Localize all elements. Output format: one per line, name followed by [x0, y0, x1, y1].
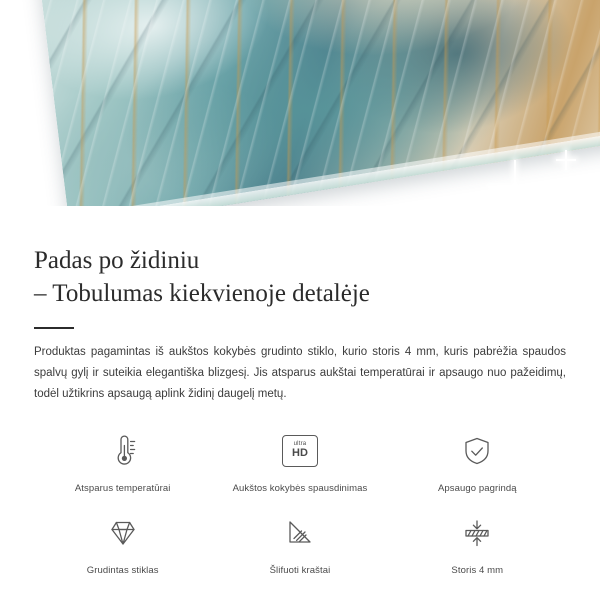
feature-grid: [34, 426, 566, 576]
description-paragraph: Produktas pagamintas iš aukštos kokybės grudinto stiklo, kurio storis 4 mm, kuris pabrėžia spaudos spalvų gylį ir suteikia elegantiška blizgesį. Jis atsparus aukštai temperatūrai ir apsaugo nuo pažeidimų, todėl užtikrins apsaugą aplink židinį daugelį metų.: [34, 345, 566, 401]
hero-image: [0, 0, 600, 222]
content-area: [0, 244, 600, 576]
thermometer-icon: [101, 426, 145, 476]
marble-glass-panel-photo: [37, 0, 600, 222]
headline-line-2: – Tobulumas kiekvienoje detalėje: [34, 280, 370, 307]
polished-edges-icon: [278, 508, 322, 558]
feature-item: [389, 426, 566, 494]
feature-label: Šlifuoti kraštai: [269, 564, 331, 576]
hero-bottom-mask: [0, 206, 600, 222]
feature-item: [34, 508, 211, 576]
feature-item: [34, 426, 211, 494]
title-divider: [34, 327, 74, 329]
feature-label: Grudintas stiklas: [86, 564, 159, 576]
ultra-hd-badge-top: ultra: [293, 441, 307, 448]
page-title: [34, 244, 566, 310]
ultra-hd-icon: [282, 426, 318, 476]
feature-item: [211, 508, 388, 576]
diamond-icon: [101, 508, 145, 558]
ultra-hd-badge-bottom: HD: [292, 447, 308, 460]
shield-check-icon: [455, 426, 499, 476]
feature-item: [211, 426, 388, 494]
thickness-4mm-icon: [455, 508, 499, 558]
feature-item: [389, 508, 566, 576]
feature-label: Atsparus temperatūrai: [74, 482, 171, 494]
headline-line-1: Padas po židiniu: [34, 247, 200, 274]
feature-label: Storis 4 mm: [451, 564, 504, 576]
feature-label: Aukštos kokybės spausdinimas: [232, 482, 368, 494]
feature-label: Apsaugo pagrindą: [437, 482, 517, 494]
sparkle-icon: [556, 150, 576, 170]
